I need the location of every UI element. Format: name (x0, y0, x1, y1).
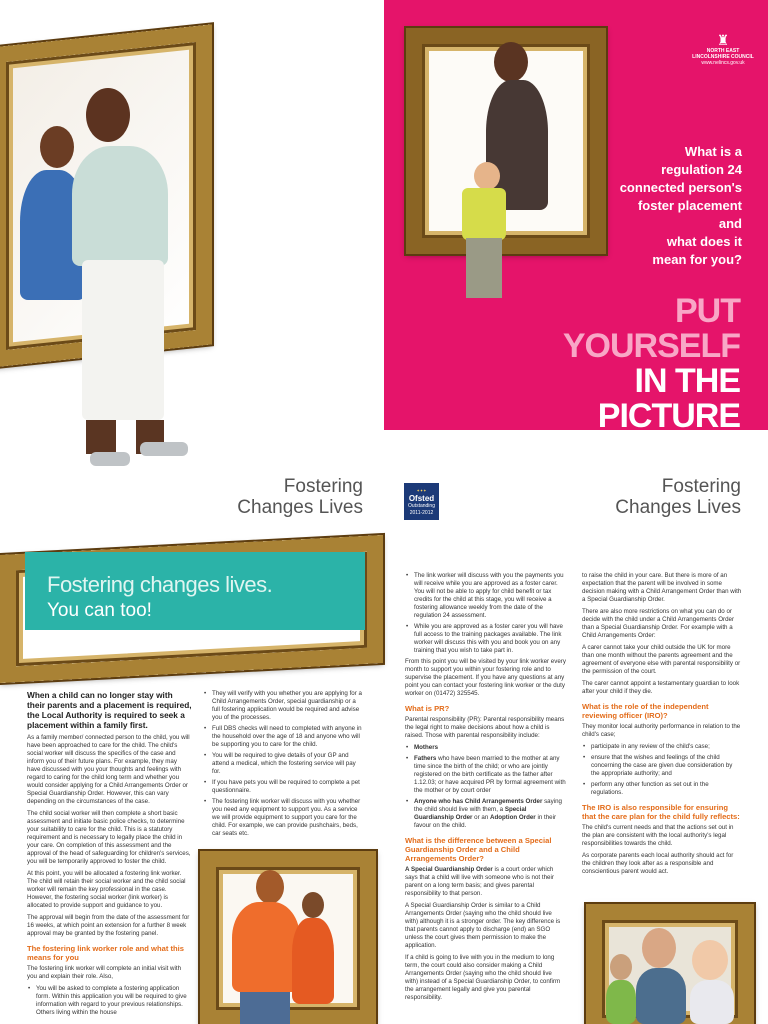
bullet-item: • While you are approved as a foster carer you will have full access to the training packages available. The link worker will discuss this with you and book you on any training that you wish to take part in. (405, 623, 566, 655)
banner-line-1: Fostering changes lives. (47, 572, 273, 597)
paragraph: The child social worker will then complete a short basic assessment and initiate basic police checks, to determine your suitability to care for the child. This is a statutory requirement and is necessary to legally place the child in your care. On completion of this assessment and the approval of the head of safeguarding for children's services, you will be temporarily approved to foster the child. (27, 810, 191, 865)
brand-title-left (200, 476, 363, 518)
council-logo (692, 32, 754, 66)
ofsted-grade: Outstanding (408, 503, 435, 509)
paragraph: The child's current needs and that the actions set out in the plan are consistent with the local authority's legal responsibilities towards the child. (582, 824, 734, 847)
bullet-list (27, 985, 192, 1017)
paragraph: If a child is going to live with you in the medium to long term, the court could also consider making a Child Arrangements Order (saying who the child should live with) instead of a Special Guardianship Order, to confirm the arrangement legally and give you parental responsibility. (405, 954, 561, 1001)
ofsted-badge (404, 483, 439, 520)
bold-term: Fathers (414, 755, 437, 762)
cover-panel (384, 0, 768, 435)
question-line: connected person's (619, 180, 742, 195)
column-1 (27, 690, 192, 1020)
bullet-item (405, 744, 566, 752)
heading-sgo-vs-cao: What is the difference between a Special Guardianship Order and a Child Arrangements Order? (405, 836, 552, 863)
paragraph: From this point you will be visited by your link worker every month to support you within your fostering role and to supervise the placement. If you have any questions at any point you can contact your fostering link worker or the duty worker on (01472) 325545. (405, 658, 566, 697)
question-line: What is a (684, 144, 742, 159)
banner-line-2: You can too! (47, 600, 152, 621)
text: who have been married to the mother at any time since the birth of the child; or who are jointly registered on the birth certificate as the father after 1.12.03; or have acquired PR by formal agreement with the mother or by court order (414, 755, 566, 794)
headline-put: PUT (675, 292, 740, 330)
photo-family (606, 924, 738, 1024)
bullet-list (582, 743, 742, 797)
paragraph: The carer cannot appoint a testamentary guardian to look after your child if they die. (582, 680, 740, 695)
bullet-item: • If you have pets you will be required to complete a pet questionnaire. (203, 779, 363, 795)
paragraph: They monitor local authority performance in relation to the child's case; (582, 723, 741, 738)
question-line: foster placement (637, 198, 742, 213)
bullet-item: • The fostering link worker will discuss with you whether you need any equipment to support you. As a service we will provide equipment to support you care for the child. For example, we can provide pushchairs, beds, car seats etc. (203, 798, 363, 838)
bullet-item: • You will be required to give details of your GP and attend a medical, which the fostering service will pay for. (203, 752, 363, 776)
brand-line-2: Changes Lives (615, 497, 741, 518)
headline-in-the: IN THE (634, 362, 740, 400)
cover-question (542, 143, 742, 269)
bold-term: A Special Guardianship Order (405, 866, 493, 873)
headline-picture: PICTURE (597, 397, 740, 435)
intro-text: When a child can no longer stay with their parents and a placement is required, the Local Authority is required to seek a placement within a family first. (27, 690, 192, 730)
heading-iro-role: What is the role of the independent reviewing officer (IRO)? (582, 702, 709, 720)
paragraph: The approval will begin from the date of the assessment for 16 weeks, at which point an extension for a further 8 week approval may be granted by the fostering panel. (27, 914, 190, 937)
paragraph: Parental responsibility (PR): Parental responsibility means the legal right to make decisions about how a child is raised. Those with parental responsibility include: (405, 716, 565, 739)
heading-what-is-pr: What is PR? (405, 704, 450, 713)
question-line: and (718, 216, 742, 231)
brand-line-1: Fostering (661, 476, 741, 497)
paragraph (405, 866, 566, 898)
council-name: NORTH EAST LINCOLNSHIRE COUNCIL (692, 48, 754, 60)
paragraph: There are also more restrictions on what you can do or decide with the child under a Child Arrangements Order than a Special Guardianship Order. For example with a Child Arrangements Order: (582, 608, 735, 639)
paragraph: The fostering link worker will complete an initial visit with you and explain their role. Also, (27, 965, 182, 980)
bullet-item: • perform any other function as set out in the regulations. (582, 781, 742, 797)
paragraph: As a family member/ connected person to the child, you will have been approached to care for the child. The child's social worker will discuss the specifics of the case and inform you of their future plans. For example, they may have discussed with you your thoughts and feelings with regard to caring for the child long term and whether you would consider applying for a Child Arrangements Order or Special Guardianship Order. However, this can vary depending on the circumstances of the case. (27, 734, 190, 805)
paragraph: to raise the child in your care. But there is more of an expectation that the parent will be involved in some decision making with a Child Arrangement Order than with a Special Guardianship Order. (582, 572, 742, 603)
bullet-item (405, 798, 566, 830)
bullet-list (405, 572, 566, 655)
question-line: regulation 24 (661, 162, 742, 177)
bold-term: Adoption Order (490, 814, 536, 821)
brand-title-right (570, 476, 741, 518)
text: or an (472, 814, 490, 821)
photo-woman-and-boy (222, 866, 362, 1024)
bold-term: Anyone who has Child Arrangements Order (414, 798, 543, 805)
bullet-item: • They will verify with you whether you are applying for a Child Arrangements Order, special guardianship or a full fostering application would be required and advise you of the processes. (203, 690, 363, 722)
bold-term: Special Guardianship Order (414, 806, 527, 821)
text: is a court order which says that a child will live with someone who is not their parent on a long term basis; and gives parental responsibility to that person. (405, 866, 554, 897)
bold-term: Mothers (414, 744, 439, 751)
photo-woman (60, 80, 200, 480)
bullet-item: • You will be asked to complete a fostering application form. Within this application you will be required to give information with regard to your previous relationships. Others living within the house (27, 985, 192, 1017)
headline-yourself: YOURSELF (562, 327, 740, 365)
paragraph: A carer cannot take your child outside the UK for more than one month without the parents agreement and the agreement of everyone else with parental responsibility or the permission of the court. (582, 644, 741, 675)
ofsted-name: Ofsted (408, 494, 435, 503)
bullet-list (405, 744, 566, 830)
bullet-list (203, 690, 363, 838)
column-2 (203, 690, 363, 841)
bullet-item (405, 755, 566, 795)
column-4 (582, 572, 742, 880)
heading-link-worker: The fostering link worker role and what this means for you (27, 944, 184, 962)
text: saying the child should live with them, a (414, 798, 562, 813)
heading-iro-care-plan: The IRO is also responsible for ensuring that the care plan for the child fully reflects: (582, 803, 740, 821)
bullet-item: • participate in any review of the child's case; (582, 743, 742, 751)
ofsted-years: 2011-2012 (409, 510, 434, 516)
column-3 (405, 572, 566, 1006)
paragraph: At this point, you will be allocated a fostering link worker. The child will retain their social worker and the child social worker will remain the key professional in the case. However, the fostering social worker (link worker) is allocated to provide support and guidance to you. (27, 870, 186, 909)
question-line: what does it (666, 234, 742, 249)
banner (25, 552, 365, 630)
council-url: www.nelincs.gov.uk (701, 60, 745, 66)
text: in their favour on the child. (414, 814, 557, 829)
cover-headline (563, 294, 740, 434)
paragraph: As corporate parents each local authority should act for the children they look after as a responsible and conscientious parent would act. (582, 852, 734, 875)
bullet-item: • Full DBS checks will need to completed with anyone in the household over the age of 18 and anyone who will be supporting you to care for the child. (203, 725, 363, 749)
brand-line-2: Changes Lives (237, 497, 363, 518)
council-crest-icon: ♜ (716, 32, 730, 48)
bullet-item: • The link worker will discuss with you the payments you will receive while you are approved as a foster carer. You will not be able to apply for child benefit or tax credits for the child at this stage, you will receive a fostering allowance weekly from the date of the regulation 24 assessment. (405, 572, 566, 620)
bullet-item: • ensure that the wishes and feelings of the child concerning the case are given due consideration by the appropriate authority; and (582, 754, 742, 778)
question-line: mean for you? (652, 252, 742, 267)
brand-line-1: Fostering (283, 476, 363, 497)
paragraph: A Special Guardianship Order is similar to a Child Arrangements Order (saying who the child should live with) although it is a stronger order. The key difference is that parents cannot apply to discharge (end) an SGO unless the court gives them permission to make the application. (405, 902, 561, 949)
ofsted-logo-icon: ✦✦✦ (416, 488, 427, 493)
